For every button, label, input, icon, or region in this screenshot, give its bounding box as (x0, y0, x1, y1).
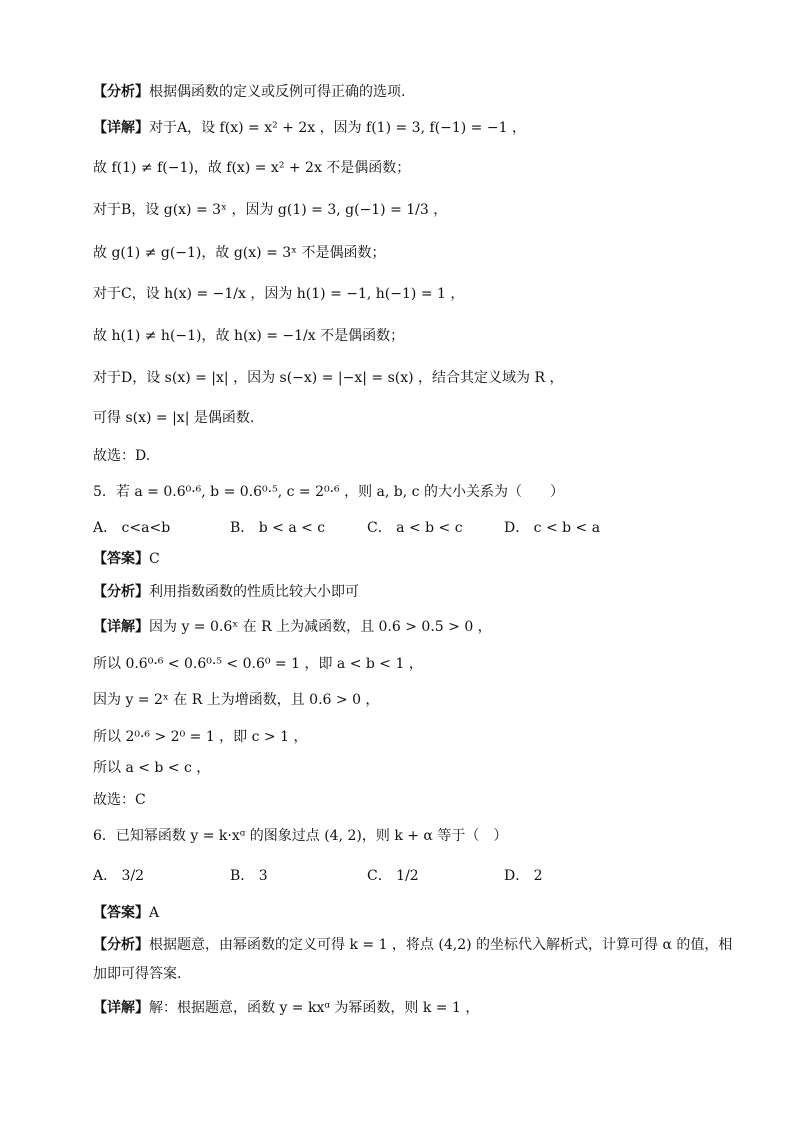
q6-option-c: C． 1/2 (367, 868, 419, 884)
section-text: A (149, 905, 160, 921)
q6-option-d: D． 2 (504, 868, 543, 884)
detail-q6-line1 (93, 998, 713, 1018)
analysis-q6-line1 (93, 935, 733, 955)
section-tag: 【答案】 (93, 551, 149, 567)
answer-q5 (93, 549, 713, 569)
q6-option-b: B． 3 (230, 868, 268, 884)
q5-option-b: B． b < a < c (230, 520, 326, 536)
q6-option-a: A． 3/2 (93, 868, 145, 884)
detail-line-a-conclusion: 故 f(1) ≠ f(−1)，故 f(x) = x² + 2x 不是偶函数； (93, 160, 411, 176)
section-tag: 【分析】 (93, 84, 149, 100)
detail-q5-line3: 因为 y = 2ˣ 在 R 上为增函数，且 0.6 > 0 ， (93, 692, 380, 708)
section-text: 根据偶函数的定义或反例可得正确的选项. (149, 84, 406, 100)
detail-q5-line2: 所以 0.6⁰·⁶ < 0.6⁰·⁵ < 0.6⁰ = 1 ，即 a < b < 1 ， (93, 656, 423, 672)
question-5: 5．若 a = 0.6⁰·⁶, b = 0.6⁰·⁵, c = 2⁰·⁶ ，则 a, b, c 的大小关系为（ ） (93, 484, 564, 500)
section-tag: 【分析】 (93, 584, 149, 600)
detail-q5-line4: 所以 2⁰·⁶ > 2⁰ = 1 ，即 c > 1 ， (93, 729, 308, 745)
detail-line-c-conclusion: 故 h(1) ≠ h(−1)，故 h(x) = −1/x 不是偶函数； (93, 328, 405, 344)
section-tag: 【详解】 (93, 1000, 149, 1016)
detail-line-a (93, 118, 713, 138)
q5-option-a: A． c<a<b (93, 520, 171, 536)
section-tag: 【详解】 (93, 120, 149, 136)
detail-q5-line1 (93, 617, 713, 637)
section-text: C (149, 551, 160, 567)
q5-options (93, 518, 713, 538)
section-tag: 【答案】 (93, 905, 149, 921)
detail-q5-line5: 所以 a < b < c ， (93, 760, 211, 776)
q6-options (93, 866, 713, 886)
answer-choice-q5: 故选：C (93, 792, 146, 808)
analysis-q5 (93, 582, 713, 602)
section-text: 对于A，设 f(x) = x² + 2x ，因为 f(1) = 3, f(−1) = −1 ， (149, 120, 526, 136)
section-text: 因为 y = 0.6ˣ 在 R 上为减函数，且 0.6 > 0.5 > 0 ， (149, 619, 492, 635)
detail-line-c: 对于C，设 h(x) = −1/x ，因为 h(1) = −1, h(−1) = 1 ， (93, 286, 465, 302)
detail-line-d-conclusion: 可得 s(x) = |x| 是偶函数. (93, 410, 255, 426)
section-text: 利用指数函数的性质比较大小即可 (149, 584, 359, 600)
detail-line-b: 对于B，设 g(x) = 3ˣ ，因为 g(1) = 3, g(−1) = 1/3 ， (93, 202, 448, 218)
detail-line-b-conclusion: 故 g(1) ≠ g(−1)，故 g(x) = 3ˣ 不是偶函数； (93, 245, 386, 261)
answer-q6 (93, 903, 713, 923)
analysis-q6-line2: 加即可得答案． (93, 966, 191, 982)
analysis-line-q4 (93, 82, 713, 102)
section-text: 根据题意，由幂函数的定义可得 k = 1 ，将点 (4,2) 的坐标代入解析式，计算可得 α 的值，相 (149, 937, 733, 953)
section-tag: 【分析】 (93, 937, 149, 953)
question-6: 6．已知幂函数 y = k·xᵅ 的图象过点 (4, 2)，则 k + α 等于（ ） (93, 828, 508, 844)
q5-option-c: C． a < b < c (367, 520, 463, 536)
section-text: 解：根据题意，函数 y = kxᵅ 为幂函数，则 k = 1 ， (149, 1000, 480, 1016)
detail-line-d: 对于D，设 s(x) = |x| ，因为 s(−x) = |−x| = s(x) ，结合其定义域为 R ， (93, 370, 564, 386)
answer-choice-q4: 故选：D. (93, 448, 151, 464)
section-tag: 【详解】 (93, 619, 149, 635)
q5-option-d: D． c < b < a (504, 520, 601, 536)
